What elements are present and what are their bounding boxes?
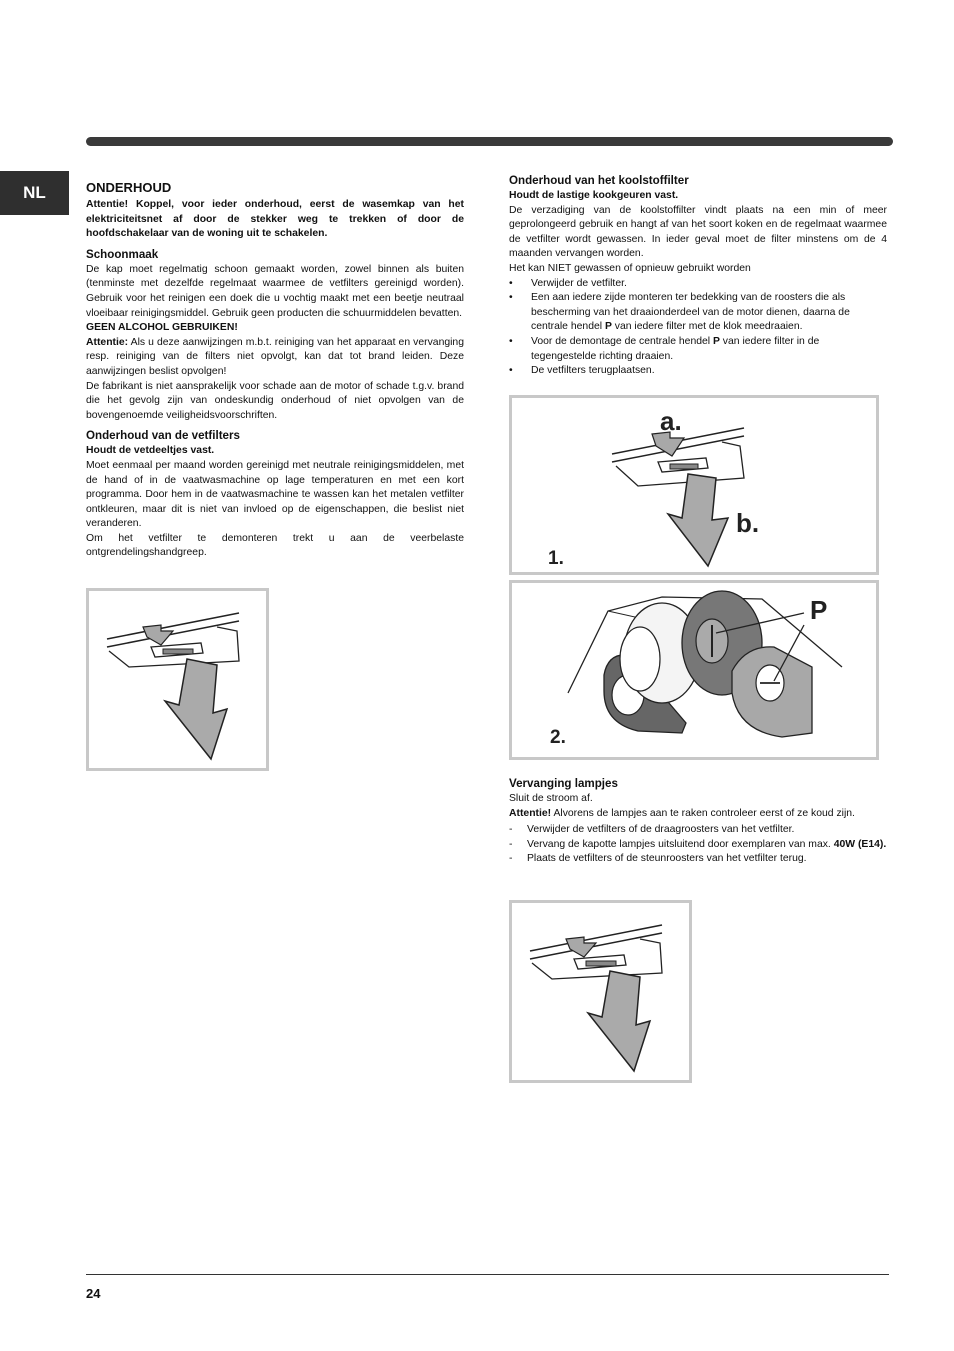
footer-rule [86,1274,889,1275]
label-p: P [810,595,828,625]
figure-1-illustration [509,395,879,575]
grease-filter-removal: Om het vetfilter te demonteren trekt u aan de veerbelaste ontgrendelingshandgreep. [86,532,464,559]
list-item: - Vervang de kapotte lampjes uitsluitend door exemplaren van max. 40W (E14). [509,838,887,850]
header-bar [86,137,893,146]
attention-text: Als u deze aanwijzingen m.b.t. reiniging van het apparaat en vervanging resp. reiniging van de filters niet opvolgt, kan dat tot brand leiden. Deze aanwijzingen beslist opvolgen! [86,336,464,377]
lamps-attention: Attentie! Alvorens de lampjes aan te raken controleer eerst of ze koud zijn. [509,807,855,819]
language-tab: NL [0,171,69,215]
figure-2-drawing [512,583,876,757]
left-column [86,180,464,561]
list-item: • Voor de demontage de centrale hendel P van iedere filter in de tegengestelde richting draaien. [509,335,820,362]
carbon-filter-heading: Onderhoud van het koolstoffilter [509,174,689,187]
bullet: • [509,335,513,347]
bullet: • [509,365,513,377]
lamps-section [509,777,887,867]
list-item: - Plaats de vetfilters of de steunroosters van het vetfilter terug. [509,853,807,865]
carbon-filter-steps [509,277,887,379]
list-item: • Verwijder de vetfilter. [509,277,887,292]
label-a: a. [660,406,682,436]
grease-filter-text: Moet eenmaal per maand worden gereinigd met neutrale reinigingsmiddelen, met de hand of in de vaatwasmachine op lage temperaturen en met een kort programma. Door hem in de vaatwasmachine te wassen kan het metalen vetfilter ontkleuren, maar dit is niet van invloed op de eigenschappen, die beslist niet veranderen. [86,459,464,530]
attention-label: Attentie! [509,807,552,819]
carbon-filter-text: De verzadiging van de koolstoffilter vindt plaats na een min of meer geprolongeerd gebruik en hangt af van het soort koken en de regelmaat waarmee de vetfilter wordt gewassen. In ieder geval moet de filter minstens om de 4 maanden vervangen worden. [509,204,887,260]
list-item: - Verwijder de vetfilters of de draagroosters van het vetfilter. [509,824,795,836]
page-number: 24 [86,1286,101,1301]
section-title: ONDERHOUD [86,180,172,195]
grease-filter-heading: Onderhoud van de vetfilters [86,429,240,443]
figure-number: 2. [550,727,566,748]
no-alcohol-warning: GEEN ALCOHOL GEBRUIKEN! [86,322,238,334]
cleaning-text: De kap moet regelmatig schoon gemaakt worden, zowel binnen als buiten (tenminste met dezelfde regelmaat waarmee de vetfilters gereinigd worden). Gebruik voor het reinigen een doek die u vochtig maakt met een beetje neutraal vloeibaar reinigingsmiddel. Gebruik geen producten die schuurmiddelen bevatten. [86,263,464,319]
figure-1-drawing [512,398,876,572]
carbon-filter-note: Het kan NIET gewassen of opnieuw gebruikt worden [509,262,751,274]
lamps-power-off: Sluit de stroom af. [509,793,593,804]
lamps-heading: Vervanging lampjes [509,777,618,790]
figure-number: 1. [548,548,564,569]
list-item: • Een aan iedere zijde monteren ter bedekking van de roosters die als bescherming van het draaionderdeel van de motor dienen, daarna de centrale hendel P van iedere filter met de klok meedraaien. [509,292,850,333]
safety-warning: Attentie! Koppel, voor ieder onderhoud, eerst de wasemkap van het elektriciteitsnet af door de stekker weg te trekken of door de hoofdschakelaar van de woning uit te schakelen. [86,199,464,240]
label-b: b. [736,508,760,538]
grease-filter-illustration [86,588,269,771]
lamp-filter-illustration [509,900,692,1083]
right-column [509,174,887,379]
bullet: • [509,292,513,304]
filter-release-drawing [512,903,689,1080]
cleaning-heading: Schoonmaak [86,247,159,261]
attention-label: Attentie: [86,336,129,348]
bullet: • [509,277,513,289]
filter-release-drawing [89,591,266,768]
liability-text: De fabrikant is niet aansprakelijk voor schade aan de motor of schade t.g.v. brand die het gevolg zijn van ondeskundig onderhoud of niet opvolgen van de bovengenoemde veiligheidsvoorschriften. [86,380,464,421]
grease-filter-bold: Houdt de vetdeeltjes vast. [86,445,215,457]
carbon-filter-bold: Houdt de lastige kookgeuren vast. [509,190,679,201]
cleaning-attention [86,336,464,380]
list-item: • De vetfilters terugplaatsen. [509,364,887,379]
figure-2-illustration [509,580,879,760]
lamps-steps [509,823,887,867]
